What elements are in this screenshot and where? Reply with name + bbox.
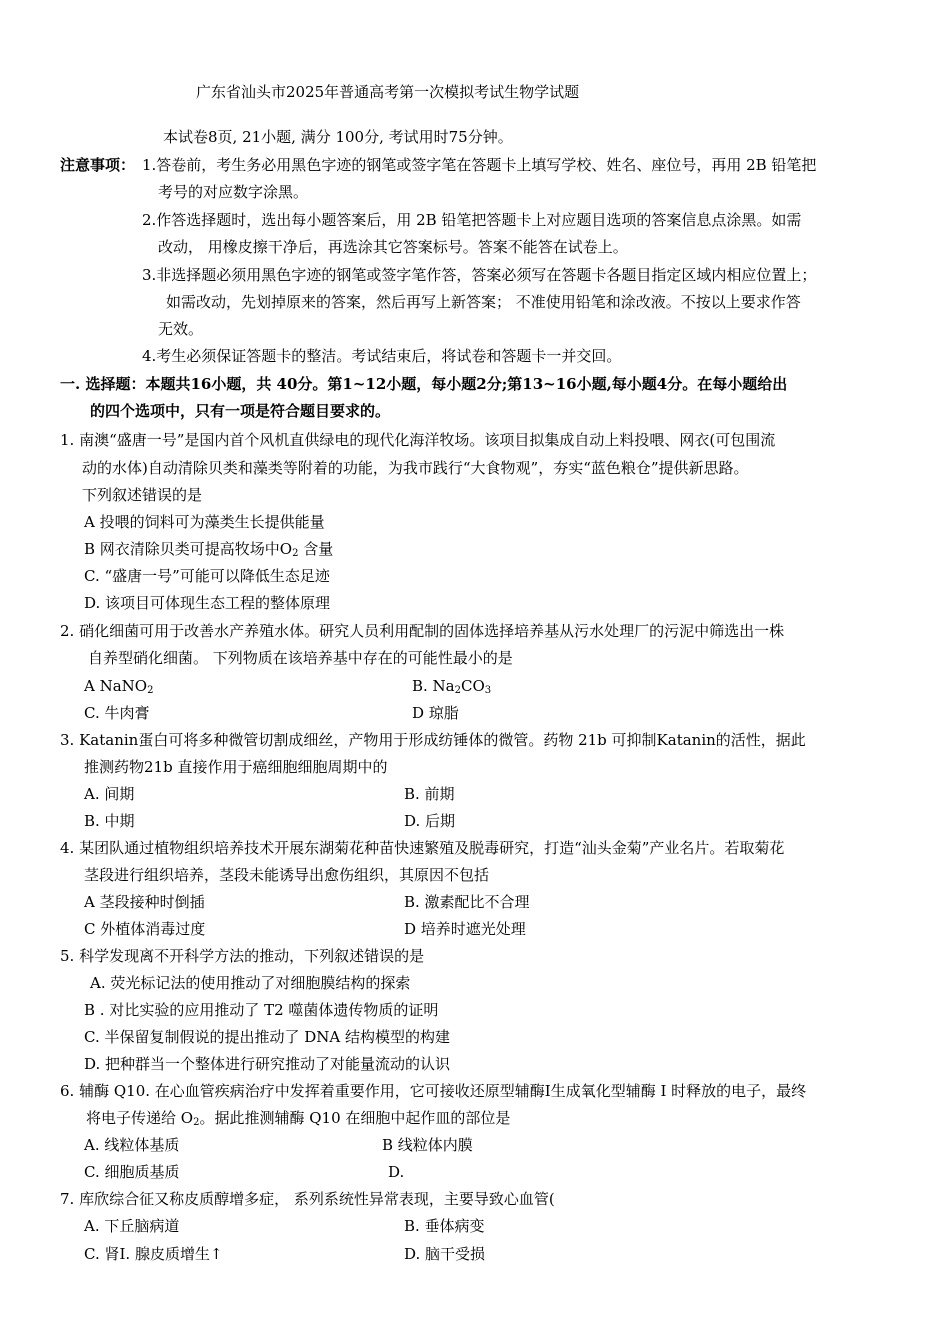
question-7-option-b: B. 垂体病变 (404, 1217, 485, 1235)
notice-label: 注意事项： (60, 156, 136, 174)
question-2-stem-cont: 自养型硝化细菌。 下列物质在该培养基中存在的可能性最小的是 (88, 649, 513, 667)
question-5-option-a: A. 荧光标记法的使用推动了对细胞膜结构的探索 (90, 974, 411, 992)
question-1-option-a: A 投喂的饲料可为藻类生长提供能量 (84, 513, 325, 531)
question-7-stem: 7. 库欣综合征又称皮质醇增多症， 系列系统性异常表现，主要导致心血管( (60, 1190, 555, 1208)
question-5-option-c: C. 半保留复制假说的提出推动了 DNA 结构模型的构建 (84, 1028, 451, 1046)
section-heading-cont: 的四个选项中，只有一项是符合题目要求的。 (90, 402, 391, 420)
notice-item-2: 2.作答选择题时，选出每小题答案后，用 2B 铅笔把答题卡上对应题目选项的答案信息点涂黑。如需 (142, 211, 802, 229)
notice-item-1-cont: 考号的对应数字涂黑。 (158, 183, 309, 201)
notice-item-1: 1.答卷前，考生务必用黑色字迹的钢笔或签字笔在答题卡上填写学校、姓名、座位号，再用 2B 铅笔把 (142, 156, 817, 174)
question-5-stem: 5. 科学发现离不开科学方法的推动，下列叙述错误的是 (60, 947, 425, 965)
question-7-option-a: A. 下丘脑病道 (84, 1217, 180, 1235)
question-2-option-a: A NaNO$_2$ (84, 677, 154, 696)
question-4-option-c: C 外植体消毒过度 (84, 920, 206, 938)
notice-item-3-cont2: 无效。 (158, 320, 204, 338)
question-6-option-a: A. 线粒体基质 (84, 1136, 180, 1154)
question-2-option-c: C. 牛肉膏 (84, 704, 150, 722)
question-4-option-a: A 茎段接种时倒插 (84, 893, 205, 911)
question-3-option-b: B. 前期 (404, 785, 455, 803)
question-4-option-d: D 培养时遮光处理 (404, 920, 526, 938)
question-1-option-b: B 网衣清除贝类可提高牧场中$O_2$ 含量 (84, 540, 334, 559)
question-6-stem: 6. 辅酶 Q10. 在心血管疾病治疗中发挥着重要作用，它可接收还原型辅酶Ⅰ生成氧化型辅酶 I 时释放的电子，最终 (60, 1082, 807, 1100)
notice-item-3-cont: 如需改动，先划掉原来的答案，然后再写上新答案； 不准使用铅笔和涂改液。不按以上要求作答 (166, 293, 801, 311)
question-2-stem: 2. 硝化细菌可用于改善水产养殖水体。研究人员利用配制的固体选择培养基从污水处理厂的污泥中筛选出一株 (60, 622, 785, 640)
notice-item-3: 3.非选择题必须用黑色字迹的钢笔或签字笔作答，答案必须写在答题卡各题目指定区域内相应位置上； (142, 266, 817, 284)
exam-title: 广东省汕头市2025年普通高考第一次模拟考试生物学试题 (196, 83, 580, 101)
exam-info: 本试卷8页, 21小题, 满分 100分, 考试用时75分钟。 (163, 128, 513, 146)
question-6-option-d: D. (388, 1163, 405, 1181)
question-6-option-b: B 线粒体内膜 (382, 1136, 473, 1154)
question-3-option-a: A. 间期 (84, 785, 135, 803)
question-3-stem-cont: 推测药物21b 直接作用于癌细胞细胞周期中的 (84, 758, 388, 776)
notice-item-2-cont: 改动， 用橡皮擦干净后，再选涂其它答案标号。答案不能答在试卷上。 (158, 238, 628, 256)
question-4-stem: 4. 某团队通过植物组织培养技术开展东湖菊花种苗快速繁殖及脱毒研究，打造“汕头金菊”产业名片。若取菊花 (60, 839, 785, 857)
question-6-option-c: C. 细胞质基质 (84, 1163, 180, 1181)
question-6-stem-cont: 将电子传递给 $O_2$。据此推测辅酶 Q10 在细胞中起作皿的部位是 (86, 1109, 511, 1128)
question-1-option-c: C. “盛唐一号”可能可以降低生态足迹 (84, 567, 330, 585)
question-4-stem-cont: 茎段进行组织培养，茎段未能诱导出愈伤组织，其原因不包括 (84, 866, 490, 884)
question-3-stem: 3. Katanin蛋白可将多种微管切割成细丝，产物用于形成纺锤体的微管。药物 21b 可抑制Katanin的活性，据此 (60, 731, 806, 749)
question-2-option-b: B. $Na_2CO_3$ (412, 677, 492, 696)
question-1-stem: 1. 南澳“盛唐一号”是国内首个风机直供绿电的现代化海洋牧场。该项目拟集成自动上料投喂、网衣(可包围流 (60, 431, 776, 449)
question-3-option-c: B. 中期 (84, 812, 135, 830)
section-heading: 一. 选择题：本题共16小题，共 40分。第1~12小题，每小题2分;第13~16小题,每小题4分。在每小题给出 (60, 375, 788, 393)
question-3-option-d: D. 后期 (404, 812, 456, 830)
question-2-option-d: D 琼脂 (412, 704, 459, 722)
question-7-option-c: C. 肾Ⅰ. 腺皮质增生↑ (84, 1245, 223, 1263)
question-5-option-b: B . 对比实验的应用推动了 T2 噬菌体遗传物质的证明 (84, 1001, 439, 1019)
question-5-option-d: D. 把种群当一个整体进行研究推动了对能量流动的认识 (84, 1055, 451, 1073)
notice-item-4: 4.考生必须保证答题卡的整洁。考试结束后，将试卷和答题卡一并交回。 (142, 347, 622, 365)
question-7-option-d: D. 脑干受损 (404, 1245, 486, 1263)
question-1-option-d: D. 该项目可体现生态工程的整体原理 (84, 594, 331, 612)
question-1-stem-cont: 动的水体)自动清除贝类和藻类等附着的功能，为我市践行“大食物观”，夯实“蓝色粮仓”提供新思路。 (82, 459, 749, 477)
question-4-option-b: B. 激素配比不合理 (404, 893, 530, 911)
question-1-prompt: 下列叙述错误的是 (82, 486, 203, 504)
